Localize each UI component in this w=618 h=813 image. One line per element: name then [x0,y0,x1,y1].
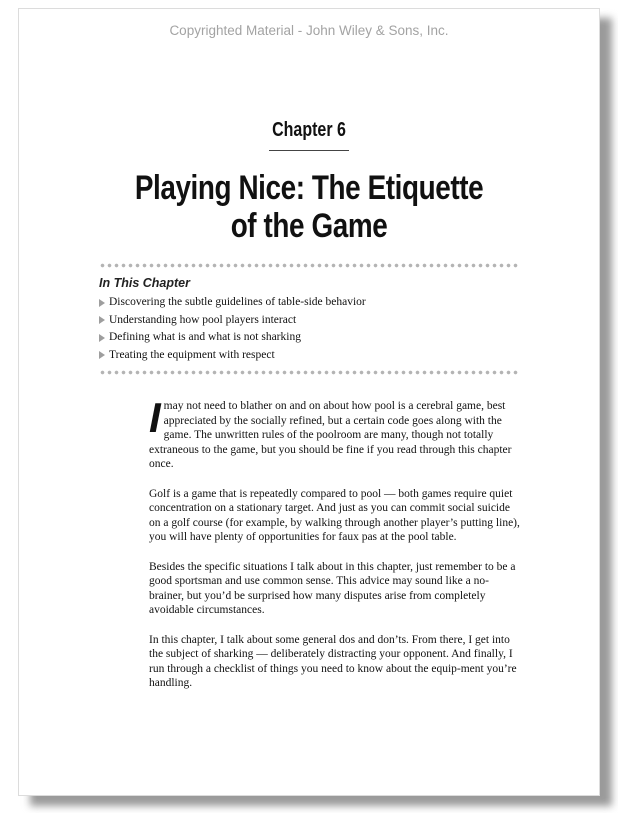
book-page [18,8,600,796]
body-paragraph-2: Golf is a game that is repeatedly compared to pool — both games require quiet concentration on a stationary target. And just as you can commit social suicide on a golf course (for example, by walking through another player’s putting line), you will have plenty of opportunities for faux pas at the pool table. [149,487,520,543]
chapter-title-line-2: of the Game [230,207,388,245]
in-this-chapter-list [99,294,366,364]
dotted-divider-top [99,263,519,268]
chapter-title [71,169,547,245]
triangle-bullet-icon [99,316,105,324]
list-item [99,312,366,330]
triangle-bullet-icon [99,334,105,342]
chapter-number: Chapter 6 [272,119,346,141]
list-item-text: Understanding how pool players interact [109,313,297,326]
chapter-underline [269,150,349,151]
list-item [99,347,366,365]
list-item-text: Defining what is and what is not sharking [109,331,301,343]
list-item-text: Treating the equipment with respect [109,348,275,361]
body-paragraph-4: In this chapter, I talk about some general dos and don’ts. From there, I get into the subject of sharking — deliberately distracting your opponent. And finally, I run through a checklist of things you need to know about the equip-ment you’re handling. [149,633,517,689]
triangle-bullet-icon [99,351,105,359]
dotted-divider-bottom [99,370,519,375]
list-item-text: Discovering the subtle guidelines of table-side behavior [109,296,366,308]
drop-cap: I [149,394,161,441]
paragraph-1-text: may not need to blather on and on about how pool is a cerebral game, best appreciated by the socially refined, but a certain code goes along with the game. The unwritten rules of the poolroom are many, though not totally extraneous to the game, but you should be fine if you read through this chapter once. [149,400,512,470]
copyright-notice: Copyrighted Material - John Wiley & Sons, Inc. [169,23,449,38]
triangle-bullet-icon [99,299,105,307]
in-this-chapter-heading: In This Chapter [99,276,190,290]
body-paragraph-1 [149,394,523,472]
list-item [99,329,366,347]
body-paragraph-3: Besides the specific situations I talk about in this chapter, just remember to be a good sportsman and use common sense. This advice may sound like a no-brainer, but you’d be surprised how many disputes arise from completely avoidable circumstances. [149,560,516,616]
chapter-body [149,394,523,706]
chapter-title-line-1: Playing Nice: The Etiquette [134,169,484,207]
list-item [99,294,366,312]
